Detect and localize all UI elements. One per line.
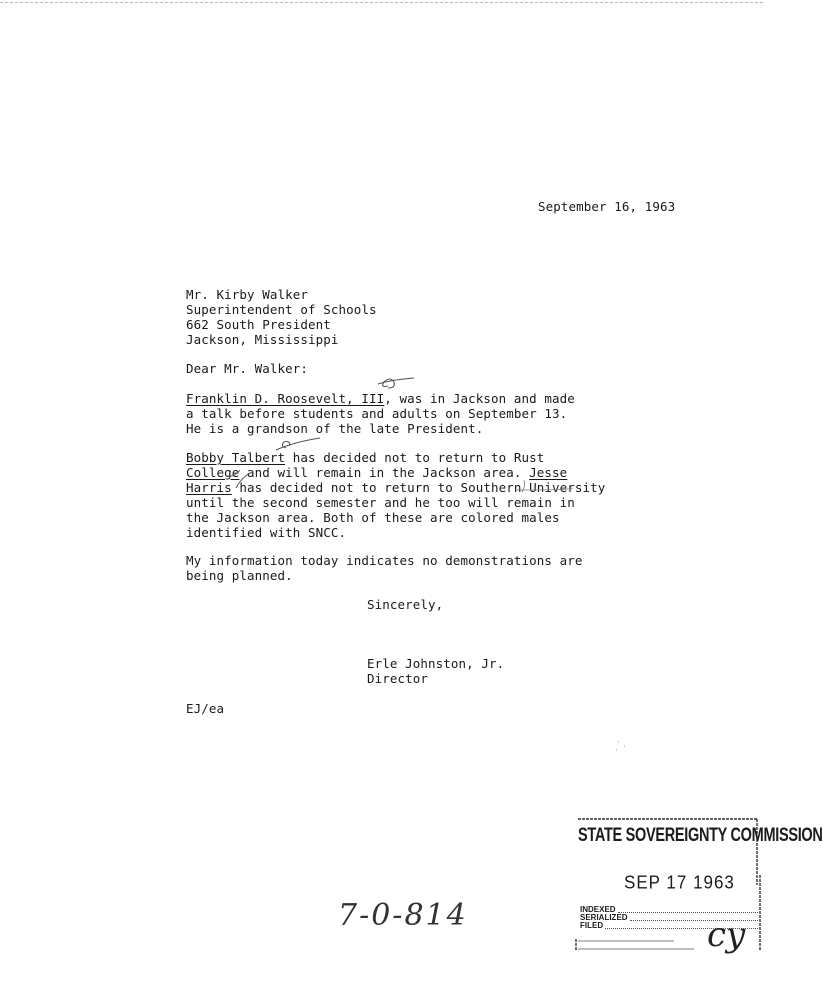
pen-mark-roosevelt (378, 378, 414, 388)
recipient-title: Superintendent of Schools (186, 302, 377, 317)
closing: Sincerely, (367, 597, 444, 612)
paragraph-line (186, 450, 605, 465)
line-text: and will remain in the Jackson area. (239, 465, 530, 480)
paragraph-line: until the second semester and he too will remain in (186, 495, 575, 510)
stamp-handwritten-initials: cy (707, 915, 746, 955)
stamp-field-serialized: SERIALIZED (580, 914, 758, 922)
paragraph-talbert-harris (186, 450, 605, 540)
recipient-city: Jackson, Mississippi (186, 332, 339, 347)
line-text: has decided not to return to Rust (285, 450, 545, 465)
signer-name: Erle Johnston, Jr. (367, 656, 505, 671)
paragraph-line: a talk before students and adults on September 13. (186, 406, 568, 421)
underlined-name: Jesse (529, 465, 568, 480)
paragraph-line: My information today indicates no demonstrations are (186, 553, 583, 568)
pen-mark-talbert (276, 438, 320, 450)
handwritten-file-number: 7-0-814 (338, 898, 468, 933)
line-text: , was in Jackson and made (384, 391, 575, 406)
paragraph-roosevelt (186, 391, 575, 436)
signer-title: Director (367, 671, 429, 686)
paragraph-demonstrations (186, 553, 583, 583)
underlined-name: Franklin D. Roosevelt, III (186, 391, 385, 406)
stamp-date: SEP 17 1963 (624, 872, 735, 893)
recipient-name: Mr. Kirby Walker (186, 287, 309, 302)
stamp-title: STATE SOVEREIGNTY COMMISSION (578, 825, 823, 847)
smudge-mark (616, 742, 625, 750)
signature-block (367, 656, 504, 686)
underlined-name: Bobby Talbert (186, 450, 286, 465)
typist-initials: EJ/ea (186, 701, 225, 716)
received-stamp (574, 815, 823, 955)
recipient-address (186, 287, 377, 347)
paragraph-line: being planned. (186, 568, 293, 583)
stamp-field-indexed: INDEXED (580, 906, 758, 914)
page-top-edge (0, 2, 763, 3)
paragraph-line: the Jackson area. Both of these are colored males (186, 510, 560, 525)
paragraph-line (186, 391, 575, 406)
recipient-street: 662 South President (186, 317, 331, 332)
paragraph-line (186, 465, 605, 480)
stamp-field-filed: FILED (580, 922, 758, 930)
salutation: Dear Mr. Walker: (186, 361, 309, 376)
line-text: has decided not to return to Southern University (231, 480, 606, 495)
underlined-name: College (186, 465, 240, 480)
paragraph-line (186, 480, 605, 495)
letter-date: September 16, 1963 (538, 199, 676, 214)
underlined-name: Harris (186, 480, 232, 495)
paragraph-line: identified with SNCC. (186, 525, 347, 540)
paragraph-line: He is a grandson of the late President. (186, 421, 484, 436)
